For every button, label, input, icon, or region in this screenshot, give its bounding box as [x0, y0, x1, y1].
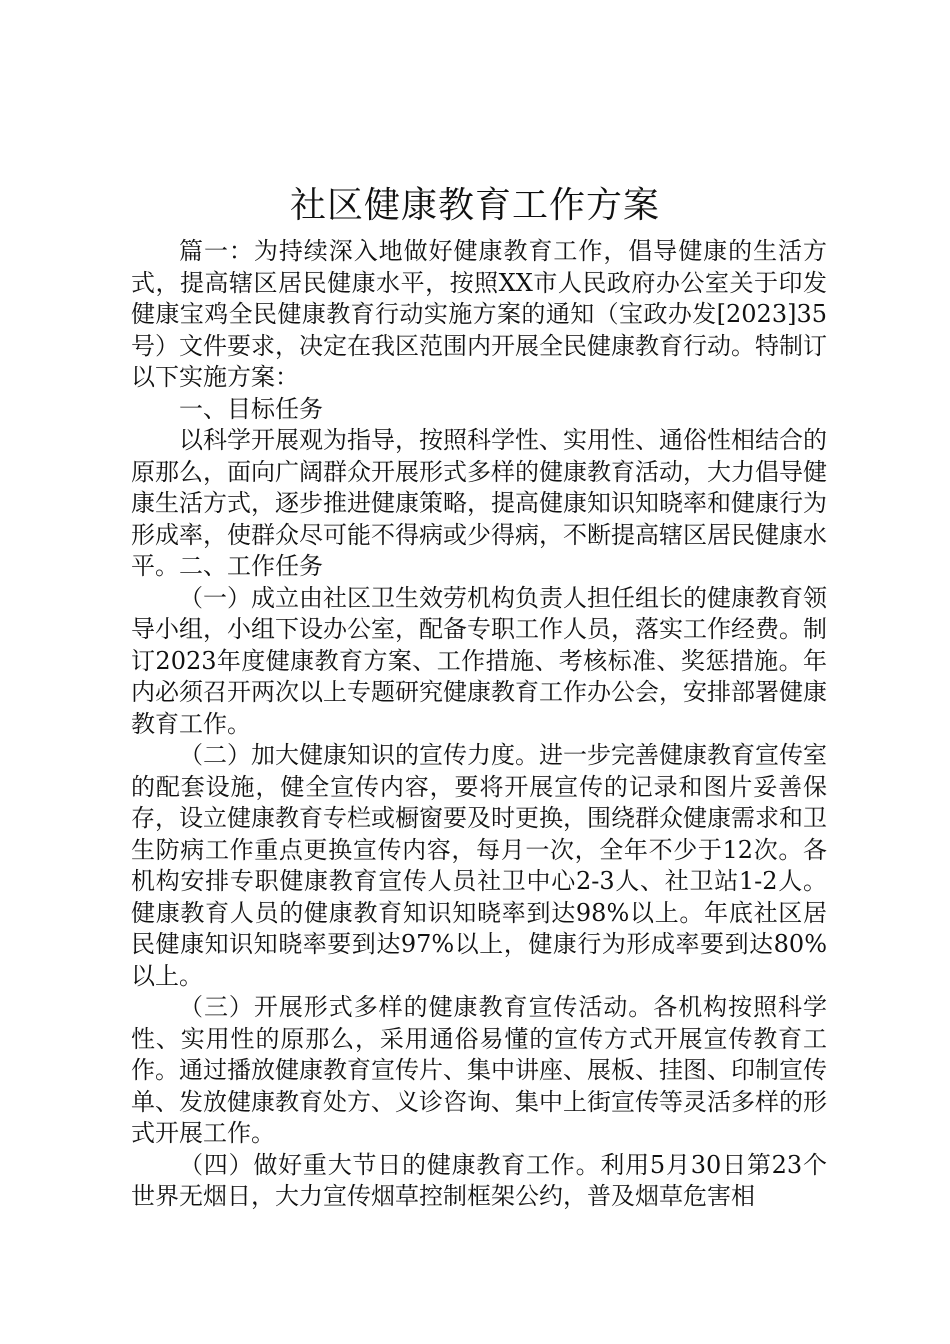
paragraph-goals: 以科学开展观为指导，按照科学性、实用性、通俗性相结合的原那么，面向广阔群众开展形式多样的健康教育活动，大力倡导健康生活方式，逐步推进健康策略，提高健康知识知晓率和健康行为形成率，使群众尽可能不得病或少得病，不断提高辖区居民健康水平。二、工作任务 — [131, 426, 827, 580]
paragraph-intro: 篇一：为持续深入地做好健康教育工作，倡导健康的生活方式，提高辖区居民健康水平，按照XX市人民政府办公室关于印发健康宝鸡全民健康教育行动实施方案的通知（宝政办发[2023]35号）文件要求，决定在我区范围内开展全民健康教育行动。特制订以下实施方案： — [131, 237, 827, 391]
document-title: 社区健康教育工作方案 — [289, 185, 660, 226]
paragraph-task-4: （四）做好重大节日的健康教育工作。利用5月30日第23个世界无烟日，大力宣传烟草控制框架公约，普及烟草危害相 — [131, 1150, 827, 1210]
section-heading-goals: 一、目标任务 — [179, 394, 323, 423]
paragraph-task-2: （二）加大健康知识的宣传力度。进一步完善健康教育宣传室的配套设施，健全宣传内容，要将开展宣传的记录和图片妥善保存，设立健康教育专栏或橱窗要及时更换，围绕群众健康需求和卫生防病工作重点更换宣传内容，每月一次，全年不少于12次。各机构安排专职健康教育宣传人员社卫中心2-3人、社卫站1-2人。健康教育人员的健康教育知识知晓率到达98%以上。年底社区居民健康知识知晓率要到达97%以上，健康行为形成率要到达80%以上。 — [131, 741, 827, 990]
paragraph-task-1: （一）成立由社区卫生效劳机构负责人担任组长的健康教育领导小组，小组下设办公室，配备专职工作人员，落实工作经费。制订2023年度健康教育方案、工作措施、考核标准、奖惩措施。年内必须召开两次以上专题研究健康教育工作办公会，安排部署健康教育工作。 — [131, 583, 827, 738]
document-body — [131, 236, 827, 1213]
paragraph-task-3: （三）开展形式多样的健康教育宣传活动。各机构按照科学性、实用性的原那么，采用通俗易懂的宣传方式开展宣传教育工作。通过播放健康教育宣传片、集中讲座、展板、挂图、印制宣传单、发放健康教育处方、义诊咨询、集中上街宣传等灵活多样的形式开展工作。 — [131, 993, 827, 1147]
